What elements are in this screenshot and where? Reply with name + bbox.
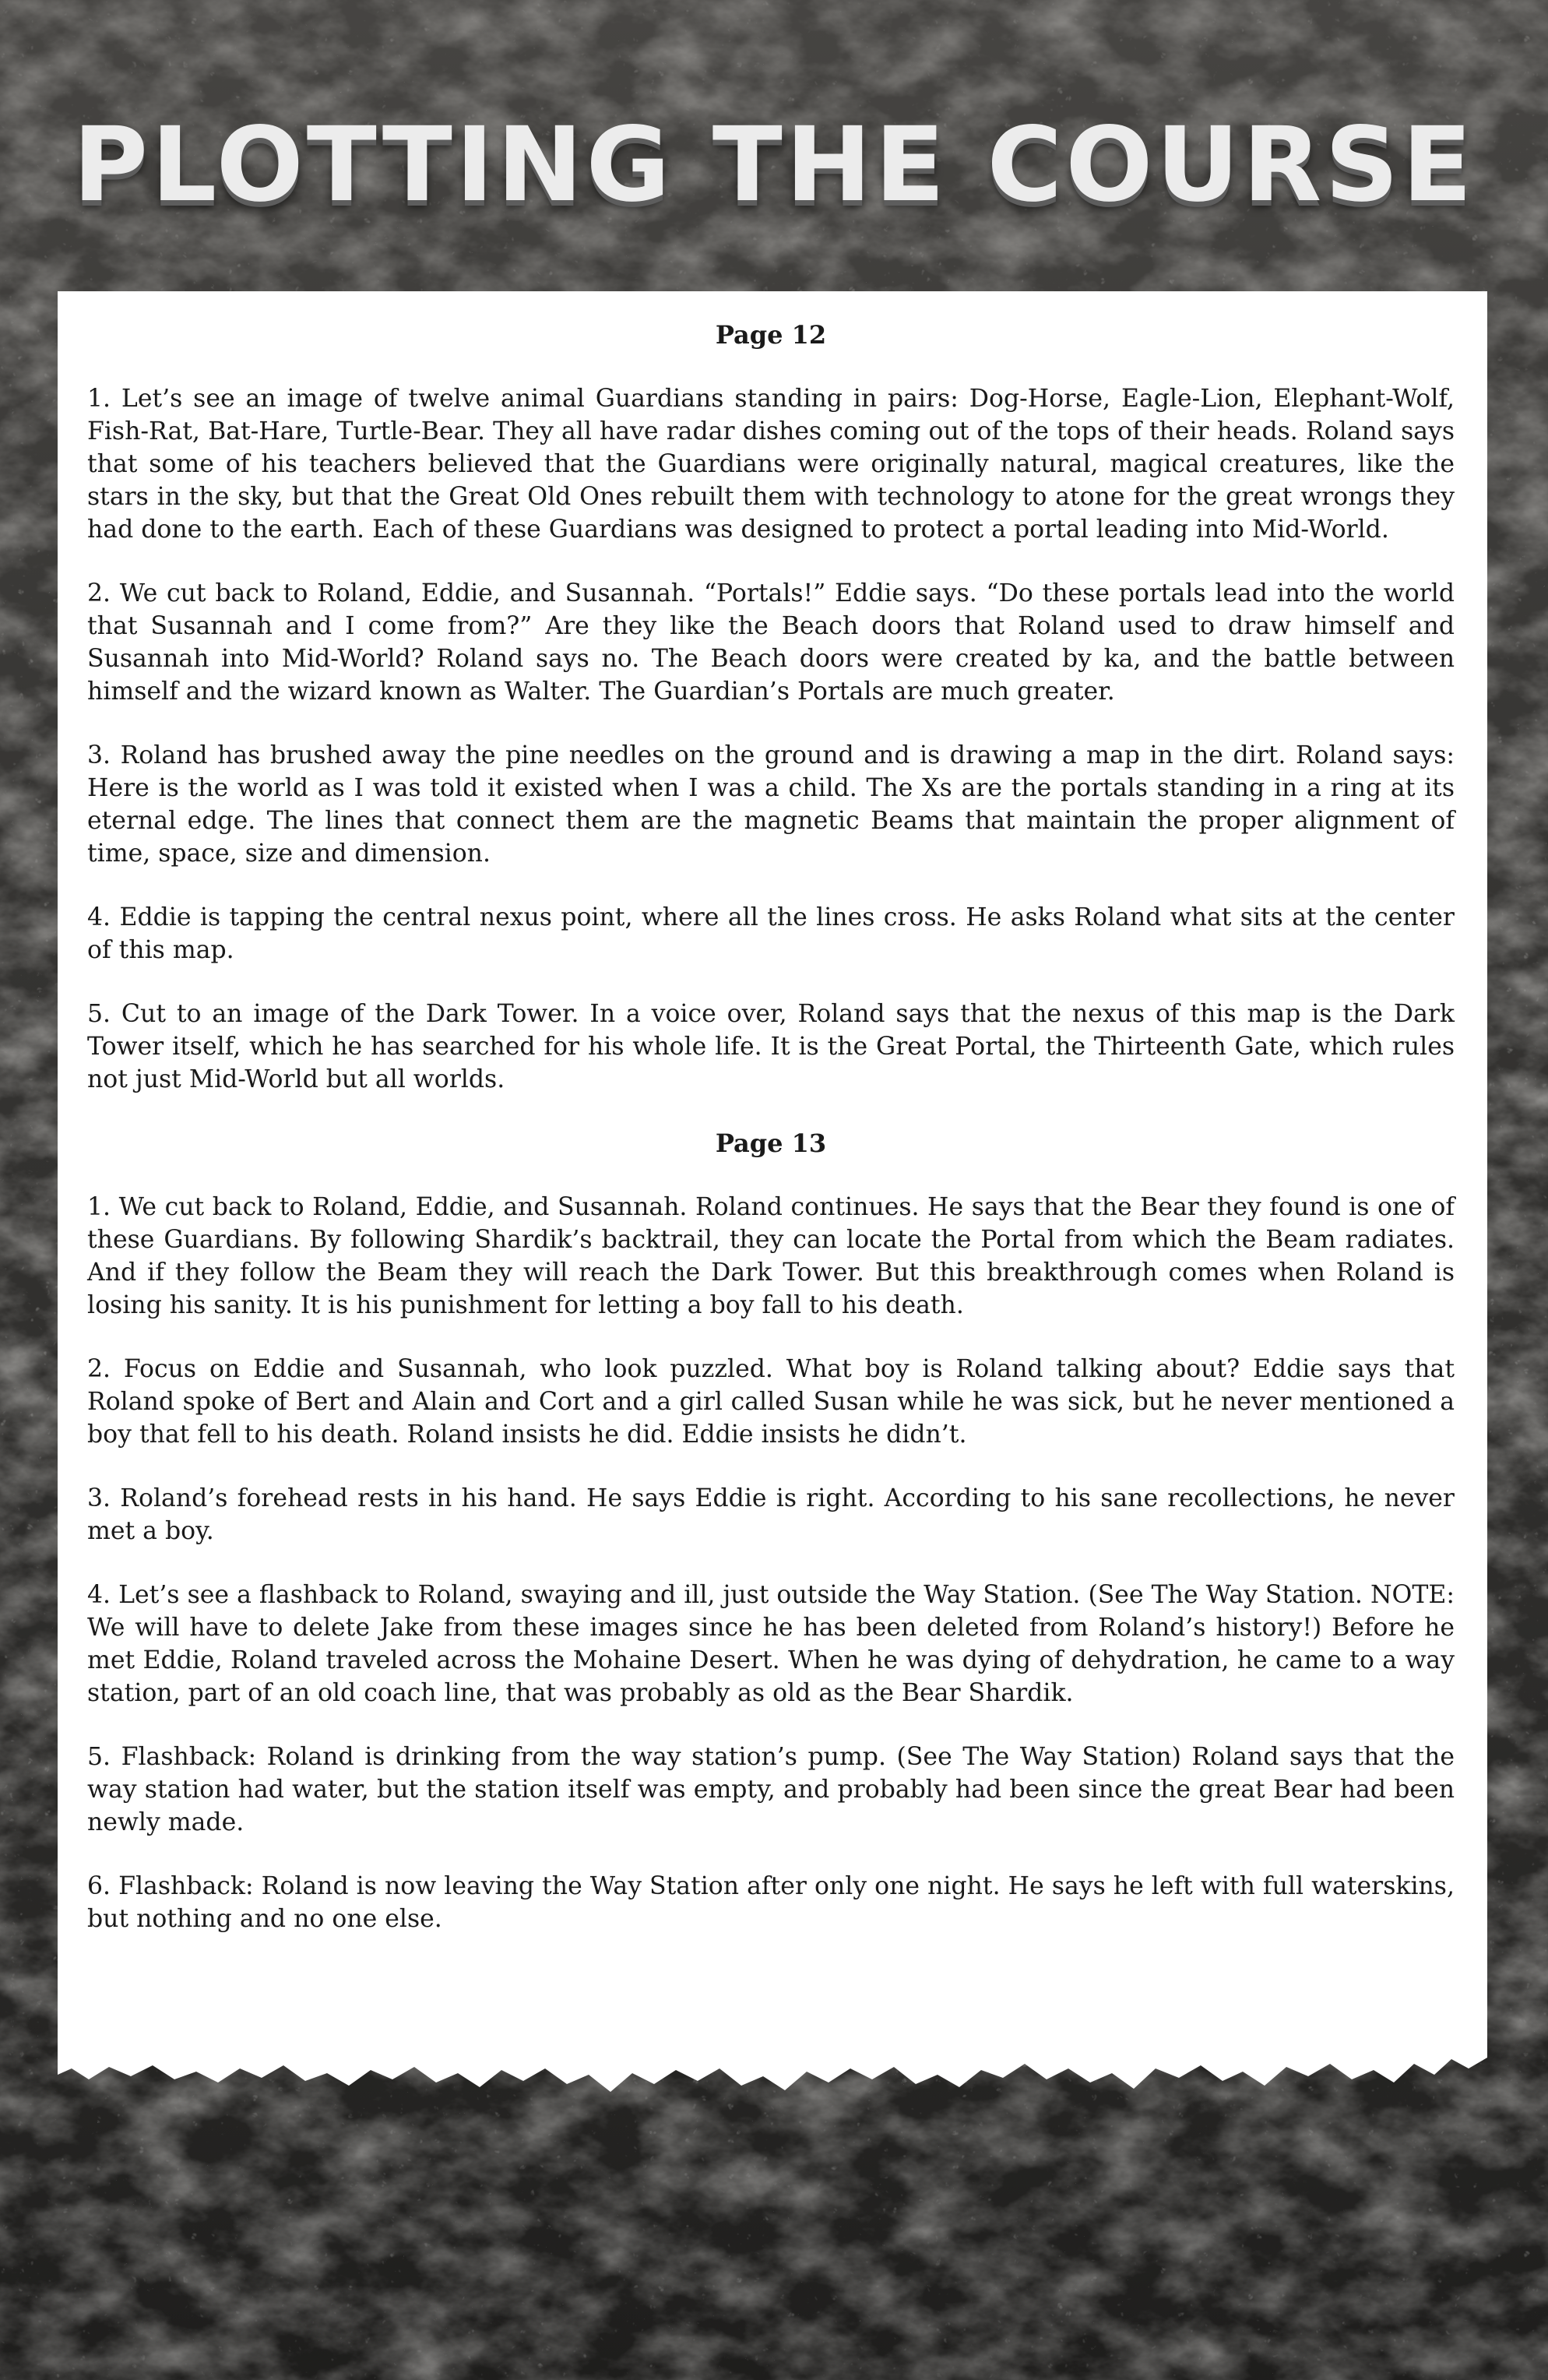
panel-description: 4. Let’s see a flashback to Roland, swaying and ill, just outside the Way Station. (See The Way Station. NOTE: We will have to delete Jake from these images since he has been deleted from Roland’s history!) Before he met Eddie, Roland traveled across the Mohaine Desert. When he was dying of dehydration, he came to a way station, part of an old coach line, that was probably as old as the Bear Shardik. [87, 1581, 1455, 1707]
panel-description: 5. Cut to an image of the Dark Tower. In a voice over, Roland says that the nexus of this map is the Dark Tower itself, which he has searched for his whole life. It is the Great Portal, the Thirteenth Gate, which rules not just Mid-World but all worlds. [87, 1000, 1455, 1093]
panel-description: 2. Focus on Eddie and Susannah, who look puzzled. What boy is Roland talking about? Eddie says that Roland spoke of Bert and Alain and Cort and a girl called Susan while he was sick, but he never mentioned a boy that fell to his death. Roland insists he did. Eddie insists he didn’t. [87, 1355, 1455, 1449]
page-12-section [87, 319, 1455, 1096]
page-13-section [87, 1127, 1455, 1935]
panel-description: 3. Roland’s forehead rests in his hand. He says Eddie is right. According to his sane recollections, he never met a boy. [87, 1484, 1455, 1545]
section-heading: Page 13 [715, 1128, 827, 1158]
panel-description: 1. Let’s see an image of twelve animal Guardians standing in pairs: Dog-Horse, Eagle-Lion, Elephant-Wolf, Fish-Rat, Bat-Hare, Turtle-Bear. They all have radar dishes coming out of the tops of their heads. Roland says that some of his teachers believed that the Guardians were originally natural, magical creatures, like the stars in the sky, but that the Great Old Ones rebuilt them with technology to atone for the great wrongs they had done to the earth. Each of these Guardians was designed to protect a portal leading into Mid-World. [87, 385, 1455, 544]
panel-description: 2. We cut back to Roland, Eddie, and Susannah. “Portals!” Eddie says. “Do these portals lead into the world that Susannah and I come from?” Are they like the Beach doors that Roland used to draw himself and Susannah into Mid-World? Roland says no. The Beach doors were created by ka, and the battle between himself and the wizard known as Walter. The Guardian’s Portals are much greater. [87, 579, 1455, 706]
script-text-column [87, 308, 1455, 1966]
panel-description: 6. Flashback: Roland is now leaving the Way Station after only one night. He says he left with full waterskins, but nothing and no one else. [87, 1872, 1455, 1933]
panel-description: 5. Flashback: Roland is drinking from the way station’s pump. (See The Way Station) Roland says that the way station had water, but the station itself was empty, and probably had been since the great Bear had been newly made. [87, 1743, 1455, 1836]
section-heading: Page 12 [715, 320, 827, 350]
page-title: PLOTTING THE COURSE [72, 105, 1476, 226]
panel-description: 3. Roland has brushed away the pine needles on the ground and is drawing a map in the dirt. Roland says: Here is the world as I was told it existed when I was a child. The Xs are the portals standing in a ring at its eternal edge. The lines that connect them are the magnetic Beams that maintain the proper alignment of time, space, size and dimension. [87, 741, 1455, 868]
panel-description: 4. Eddie is tapping the central nexus point, where all the lines cross. He asks Roland what sits at the center of this map. [87, 903, 1455, 964]
panel-description: 1. We cut back to Roland, Eddie, and Susannah. Roland continues. He says that the Bear they found is one of these Guardians. By following Shardik’s backtrail, they can locate the Portal from which the Beam radiates. And if they follow the Beam they will reach the Dark Tower. But this breakthrough comes when Roland is losing his sanity. It is his punishment for letting a boy fall to his death. [87, 1193, 1455, 1319]
